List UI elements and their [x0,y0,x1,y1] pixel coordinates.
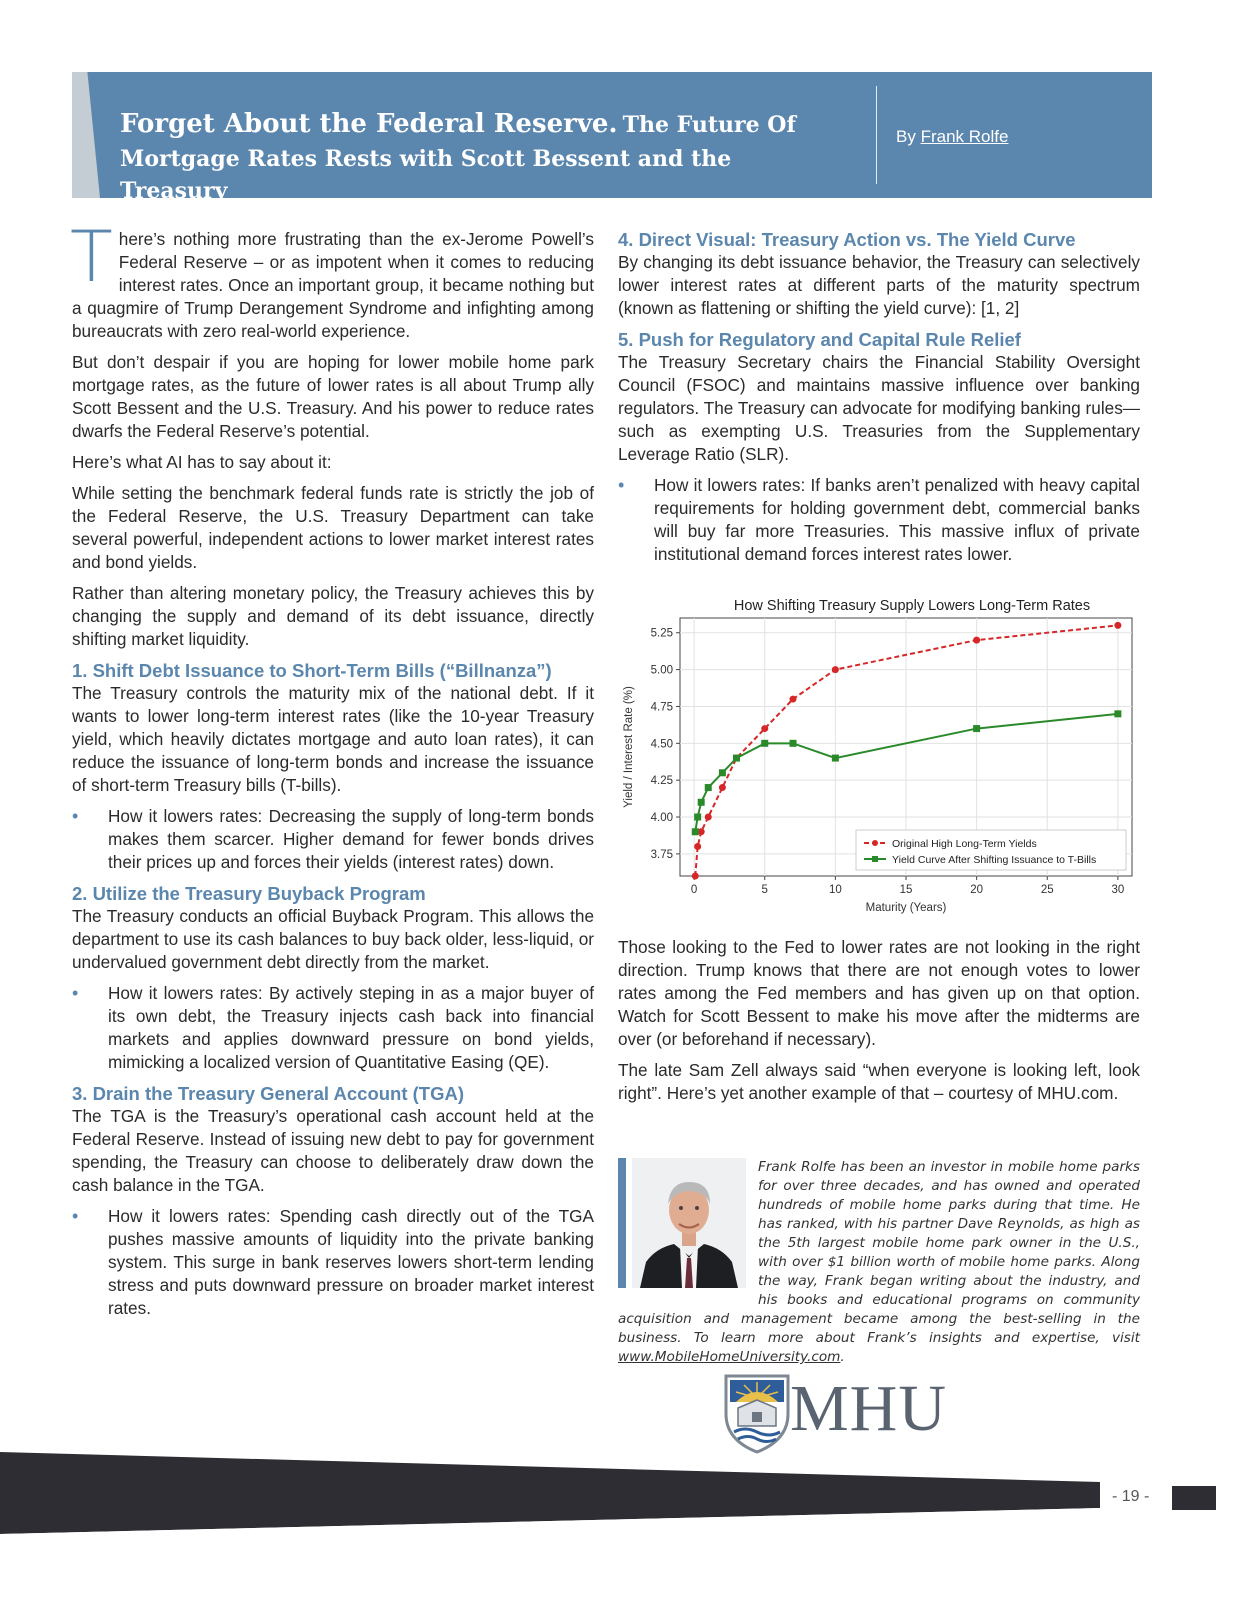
bullet-text: How it lowers rates: By actively steping in as a major buyer of its own debt, the Treasury injects cash back into financial markets and applies downward pressure on bond yields, mimicking a localized version of Quantitative Easing (QE). [108,983,594,1072]
section-heading-1: 1. Shift Debt Issuance to Short-Term Bills (“Billnanza”) [72,660,552,681]
paragraph-4: While setting the benchmark federal funds rate is strictly the job of the Federal Reserve, the U.S. Treasury Department can take several powerful, independent actions to lower market interest rates and bond yields. [72,483,594,572]
byline [896,127,1008,147]
bio-end: . [840,1349,845,1365]
chart-xtick-label: 15 [899,884,913,896]
section-3-bullet [72,1205,594,1320]
closing-paragraph-2: The late Sam Zell always said “when everyone is looking left, look right”. Here’s yet another example of that – courtesy of MHU.com. [618,1060,1140,1103]
byline-prefix: By [896,127,916,146]
mhu-logo [722,1368,962,1454]
chart-title: How Shifting Treasury Supply Lowers Long-Term Rates [733,598,1091,614]
bullet-text: How it lowers rates: If banks aren’t penalized with heavy capital requirements for holding government debt, commercial banks will buy far more Treasuries. This massive influx of private institutional demand forces interest rates lower. [654,475,1140,564]
bullet-text: How it lowers rates: Spending cash directly out of the TGA pushes massive amounts of liquidity into the private banking system. This surge in bank reserves lowers short-term lending stress and puts downward pressure on broader market interest rates. [108,1206,594,1318]
chart-point-series-1 [761,725,768,732]
section-1-bullet [72,805,594,874]
section-heading-4: 4. Direct Visual: Treasury Action vs. The Yield Curve [618,229,1076,250]
chart-point-series-1 [790,696,797,703]
chart-point-series-2 [705,784,712,791]
author-link[interactable]: Frank Rolfe [920,127,1009,146]
chart-ytick-label: 5.25 [650,627,673,640]
author-portrait-icon [632,1158,746,1288]
mhu-logo-text: MHU [790,1372,948,1445]
article-header-banner [72,72,1152,204]
chart-xtick-label: 5 [761,884,768,896]
chart-point-series-1 [694,843,701,850]
author-photo [632,1158,746,1288]
chart-point-series-1 [705,814,712,821]
chart-point-series-2 [790,740,797,747]
section-2-bullet [72,982,594,1074]
chart-legend-label: Original High Long-Term Yields [892,838,1037,850]
section-heading-3: 3. Drain the Treasury General Account (TGA) [72,1083,465,1104]
banner-divider [876,86,877,184]
chart-point-series-1 [719,784,726,791]
chart-xtick-label: 20 [970,884,984,896]
chart-ytick-label: 4.00 [650,812,673,825]
section-2-paragraph: The Treasury conducts an official Buyback Program. This allows the department to use its cash balances to buy back older, less-liquid, or undervalued government debt directly from the market. [72,906,594,972]
section-1-paragraph: The Treasury controls the maturity mix of the national debt. If it wants to lower long-term interest rates (like the 10-year Treasury yield, which heavily dictates mortgage and auto loan rates), it can reduce the issuance of long-term bonds and increase the issuance of short-term Treasury bills (T-bills). [72,683,594,795]
bullet-dot-icon: • [72,806,79,826]
footer-band [0,1452,1236,1600]
chart-xtick-label: 25 [1040,884,1054,896]
chart-point-series-1 [832,666,839,673]
chart-point-series-2 [692,828,699,835]
article-title [120,108,840,207]
banner-accent-stripe [72,72,100,198]
mhu-crest-icon [722,1368,792,1454]
title-bold: Forget About the Federal Reserve. [120,109,618,139]
chart-legend-label: Yield Curve After Shifting Issuance to T-Bills [892,854,1097,866]
title-rest: The Future Of [622,112,796,138]
yield-curve-chart [618,592,1142,922]
chart-point-series-1 [973,637,980,644]
chart-point-series-2 [1114,710,1121,717]
chart-xtick-label: 10 [828,884,842,896]
author-bio [618,1158,1140,1367]
chart-point-series-2 [973,725,980,732]
drop-cap: T [70,216,113,298]
section-3-paragraph: The TGA is the Treasury’s operational cash account held at the Federal Reserve. Instead of issuing new debt to pay for government spending, the Treasury can choose to deliberately draw down the cash balance in the TGA. [72,1106,594,1195]
paragraph-3: Here’s what AI has to say about it: [72,452,332,472]
chart-ytick-label: 3.75 [650,848,673,861]
intro-text: here’s nothing more frustrating than the ex-Jerome Powell’s Federal Reserve – or as impotent when it comes to reducing interest rates. Once an important group, it became nothing but a quagmire of Trump Derangement Syndrome and infighting among bureaucrats with zero real-world experience. [72,229,594,341]
closing-paragraph-1: Those looking to the Fed to lower rates are not looking in the right direction. Trump knows that there are not enough votes to lower rates among the Fed members and has given up on that option. Watch for Scott Bessent to make his move after the midterms are over (or beforehand if necessary). [618,937,1140,1049]
bullet-dot-icon: • [72,983,79,1003]
bullet-dot-icon: • [618,475,625,495]
intro-paragraph [70,216,594,343]
section-heading-5: 5. Push for Regulatory and Capital Rule Relief [618,329,1021,350]
left-column [70,216,594,1328]
bullet-text: How it lowers rates: Decreasing the supply of long-term bonds makes them scarcer. Higher demand for fewer bonds drives their prices up and forces their yields (interest rates) down. [108,806,594,872]
chart-legend-marker [872,840,878,846]
chart-point-series-1 [692,873,699,880]
section-heading-2: 2. Utilize the Treasury Buyback Program [72,883,426,904]
paragraph-5: Rather than altering monetary policy, the Treasury achieves this by changing the supply and demand of its debt issuance, directly shifting market liquidity. [72,583,594,649]
chart-point-series-2 [761,740,768,747]
page-number: - 19 - [1112,1488,1150,1505]
bio-website-link[interactable]: www.MobileHomeUniversity.com [618,1349,841,1365]
chart-xlabel: Maturity (Years) [865,902,947,914]
section-4-paragraph: By changing its debt issuance behavior, the Treasury can selectively lower interest rates at different parts of the maturity spectrum (known as flattening or shifting the yield curve): [1, 2] [618,252,1140,318]
right-column [618,228,1140,574]
chart-point-series-2 [832,755,839,762]
chart-svg [618,592,1142,922]
chart-ytick-label: 5.00 [650,664,673,677]
chart-xtick-label: 30 [1111,884,1125,896]
chart-point-series-2 [719,769,726,776]
paragraph-2: But don’t despair if you are hoping for lower mobile home park mortgage rates, as the future of lower rates is all about Trump ally Scott Bessent and the U.S. Treasury. And his power to reduce rates dwarfs the Federal Reserve’s potential. [72,352,594,441]
chart-ytick-label: 4.50 [650,738,673,751]
chart-point-series-2 [733,755,740,762]
chart-point-series-2 [694,814,701,821]
page-number-tab [1172,1486,1216,1510]
bullet-dot-icon: • [72,1206,79,1226]
section-5-paragraph: The Treasury Secretary chairs the Financial Stability Oversight Council (FSOC) and maintains massive influence over banking regulators. The Treasury can advocate for modifying banking rules—such as exempting U.S. Treasuries from the Supplementary Leverage Ratio (SLR). [618,352,1140,464]
bio-body: Frank Rolfe has been an investor in mobile home parks for over three decades, and has owned and operated hundreds of mobile home parks during that time. He has ranked, with his partner Dave Reynolds, as high as the 5th largest mobile home park owner in the U.S., with over $1 billion worth of mobile home parks. Along the way, Frank began writing about the industry, and his books and educational programs on community acquisition and management became among the best-selling in the business. To learn more about Frank’s insights and expertise, visit [618,1159,1140,1346]
title-line2: Mortgage Rates Rests with Scott Bessent and the Treasury [120,146,732,204]
chart-legend-marker [872,856,878,862]
chart-ytick-label: 4.75 [650,701,673,714]
chart-ytick-label: 4.25 [650,775,673,788]
chart-point-series-2 [698,799,705,806]
closing-text [618,936,1140,1113]
chart-point-series-1 [1114,622,1121,629]
bio-accent-bar [618,1158,626,1288]
chart-ylabel: Yield / Interest Rate (%) [623,686,635,808]
section-5-bullet [618,474,1140,566]
chart-xtick-label: 0 [690,884,698,896]
